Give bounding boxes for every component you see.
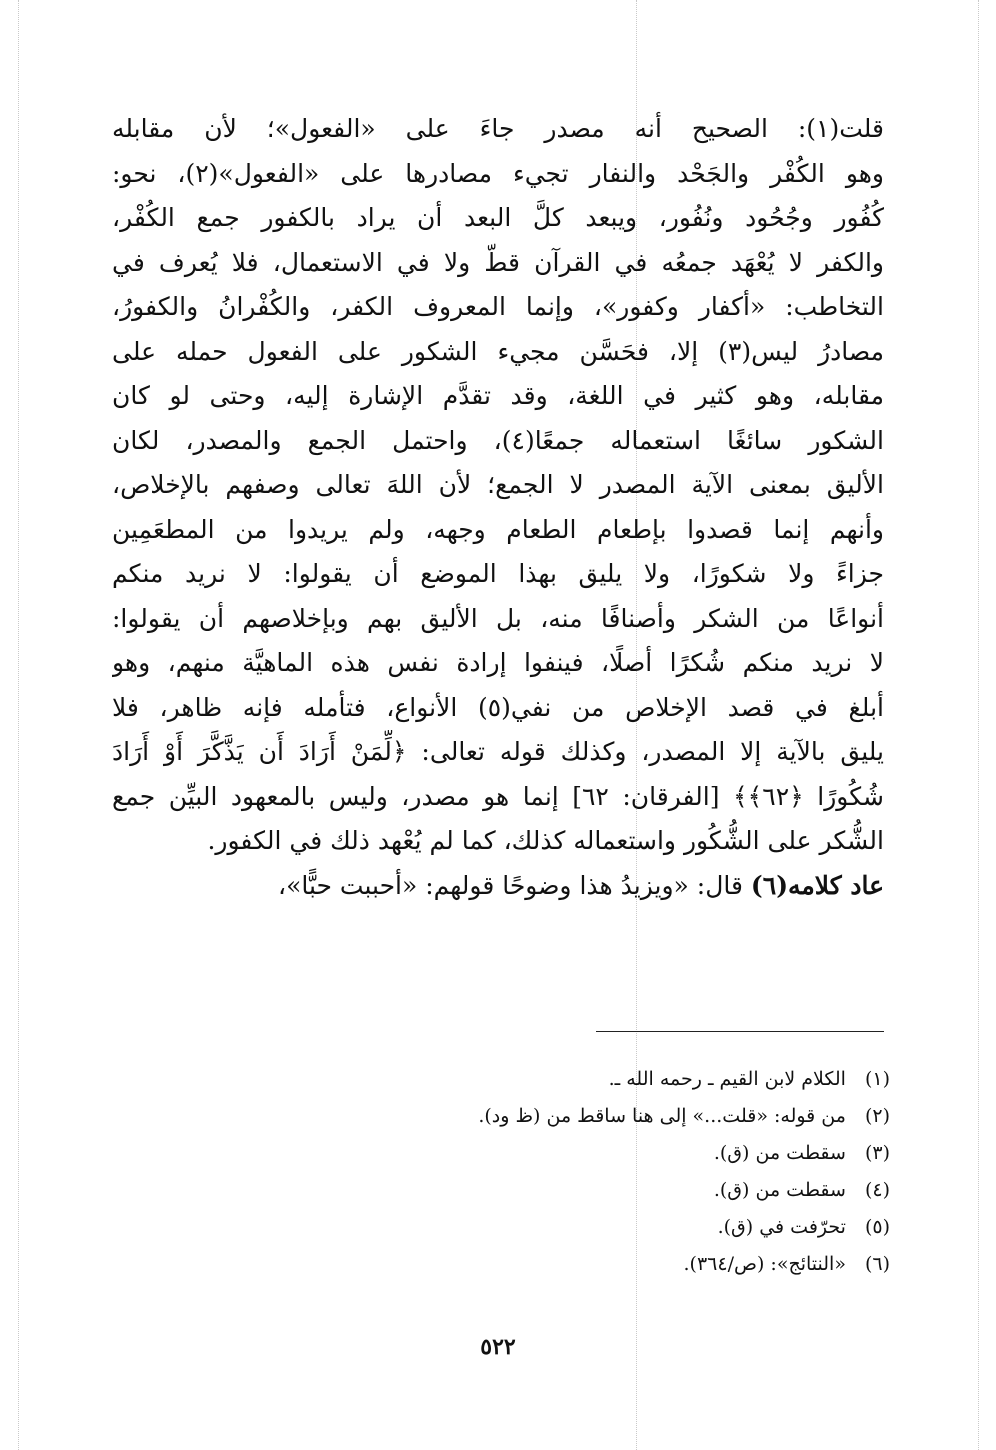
text-line: مصادرُ ليس(٣) إلا، فحَسَّن مجيء الشكور على الفعول حمله على xyxy=(112,336,884,366)
text-line: مقابله، وهو كثير في اللغة، وقد تقدَّم الإشارة إليه، وحتى لو كان xyxy=(112,381,884,410)
footnote-number: (٢) xyxy=(864,1105,890,1127)
footnote-text: سقطت من (ق). xyxy=(713,1179,846,1201)
footnote-divider xyxy=(596,1031,884,1032)
text-line: أبلغ في قصد الإخلاص من نفي(٥) الأنواع، فتأمله فإنه ظاهر، فلا xyxy=(112,692,884,722)
footnote xyxy=(112,1135,890,1172)
footnote-text: سقطت من (ق). xyxy=(713,1142,846,1164)
footnote xyxy=(112,1209,890,1246)
footnote-text: الكلام لابن القيم ـ رحمه الله ـ. xyxy=(608,1068,846,1090)
footnote-text: «النتائج»: (ص/٣٦٤). xyxy=(683,1253,846,1275)
main-text xyxy=(112,107,884,908)
text-line: جزاءً ولا شكورًا، ولا يليق بهذا الموضع أن يقولوا: لا نريد منكم xyxy=(112,559,884,588)
text-line: وأنهم إنما قصدوا بإطعام الطعام وجهه، ولم يريدوا من المطعَمِين xyxy=(112,514,884,544)
text-line: كُفُور وجُحُود ونُفُور، ويبعد كلَّ البعد أن يراد بالكفور جمع الكُفْر، xyxy=(112,203,884,232)
footnotes xyxy=(112,1061,890,1283)
page-number: ٥٢٢ xyxy=(480,1334,516,1360)
text-line: قلت(١): الصحيح أنه مصدر جاءَ على «الفعول»؛ لأن مقابله xyxy=(112,114,884,143)
text-line: أنواعًا من الشكر وأصنافًا منه، بل الأليق بهم وبإخلاصهم أن يقولوا: xyxy=(112,603,884,633)
resumption-heading: عاد كلامه(٦) xyxy=(750,870,884,900)
footnote-text: من قوله: «قلت...» إلى هنا ساقط من (ظ ود). xyxy=(478,1105,846,1127)
footnote xyxy=(112,1098,890,1135)
text-line-resumption xyxy=(112,864,884,909)
footnote-text: تحرّفت في (ق). xyxy=(717,1216,846,1238)
footnote xyxy=(112,1061,890,1098)
scan-guide-left xyxy=(18,0,19,1450)
footnote-number: (٣) xyxy=(864,1142,890,1164)
footnote-number: (٥) xyxy=(864,1216,890,1238)
scan-guide-right xyxy=(978,0,979,1450)
footnote-number: (٤) xyxy=(864,1179,890,1201)
text-line: لا نريد منكم شُكرًا أصلًا، فينفوا إرادة نفس هذه الماهيَّة منهم، وهو xyxy=(112,648,884,677)
text-line: شُكُورًا ﴿٦٢﴾﴾ [الفرقان: ٦٢] إنما هو مصدر، وليس بالمعهود البيِّن جمع xyxy=(112,781,884,811)
footnote xyxy=(112,1172,890,1209)
text-line: والكفر لا يُعْهَد جمعُه في القرآن قطّ ولا في الاستعمال، فلا يُعرف في xyxy=(112,247,884,277)
text-line: التخاطب: «أكفار وكفور»، وإنما المعروف الكفر، والكُفْرانُ والكفورُ، xyxy=(112,292,884,321)
text-line: يليق بالآية إلا المصدر، وكذلك قوله تعالى: ﴿لِّمَنْ أَرَادَ أَن يَذَّكَّرَ أَوْ أَرَادَ xyxy=(112,737,884,766)
resumption-text: قال: «ويزيدُ هذا وضوحًا قولهم: «أحببت حبًّا»، xyxy=(278,870,751,900)
text-line: الأليق بمعنى الآية المصدر لا الجمع؛ لأن اللهَ تعالى وصفهم بالإخلاص، xyxy=(112,470,884,499)
footnote-number: (٦) xyxy=(864,1253,890,1275)
footnote xyxy=(112,1246,890,1283)
text-line: الشُّكر على الشُّكُور واستعماله كذلك، كما لم يُعْهد ذلك في الكفور. xyxy=(207,826,884,855)
text-line: وهو الكُفْر والجَحْد والنفار تجيء مصادرها على «الفعول»(٢)، نحو: xyxy=(112,158,884,188)
footnote-number: (١) xyxy=(864,1068,890,1090)
text-line: الشكور سائغًا استعماله جمعًا(٤)، واحتمل الجمع والمصدر، لكان xyxy=(112,425,884,455)
